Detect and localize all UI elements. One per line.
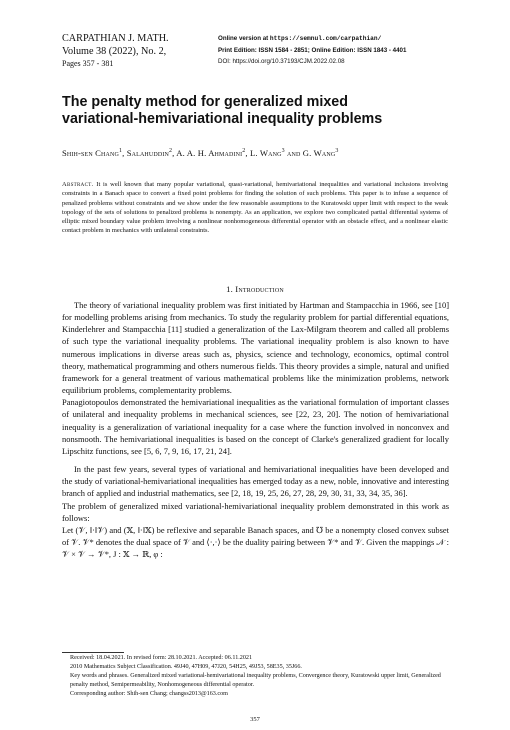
received-dates: Received: 18.04.2021. In revised form: 28.10.2021. Accepted: 06.11.2021: [70, 655, 253, 661]
msc-classification: 2010 Mathematics Subject Classification. 49J40, 47H09, 47J20, 54H25, 49J53, 58E35, 35J66.: [70, 664, 302, 670]
journal-name: CARPATHIAN J. MATH.: [62, 33, 169, 44]
footnote-rule: [62, 652, 124, 653]
author-affiliation: 2: [169, 148, 173, 155]
paragraph: The theory of variational inequality problem was first initiated by Hartman and Stampacchia in 1966, see [10] for modelling problems arising from mechanics. To study the regularity problem for partial differential equations, Kinderlehrer and Stampacchia [11] studied a generalization of the Lax-Milgram theorem and called all problems of such type the variational inequality problems. The variational inequality problem is also known to have numerous implications in diverse areas such as, physics, science and technology, economics, optimal control theory, mathematical programming and others numerous fields. This theory provides a simple, natural and unified framework for a general treatment of various mathematical problems like the minimization problems, network equilibrium problems, complementarity problems.: [62, 300, 449, 396]
journal-volume: Volume 38 (2022), No. 2,: [62, 46, 167, 57]
author-list: Shih-sen Chang$^1$, Salahuddin$^2$, A. A. H. Ahmadini$^2$, L. Wang$^3$ and G. Wang$^3$: [62, 148, 339, 158]
online-version-label: Online version at: [218, 35, 270, 42]
author-name: Shih-sen Chang: [62, 148, 119, 158]
issn-line: Print Edition: ISSN 1584 - 2851; Online Edition: ISSN 1843 - 4401: [218, 46, 407, 54]
author-name: Salahuddin: [126, 148, 169, 158]
author-affiliation: 1: [118, 148, 123, 155]
paragraph: Panagiotopoulos demonstrated the hemivariational inequalities as the variational formulation of important classes of unilateral and inequality problems in mechanical sciences, see [22, 23, 20]. The notion of hemivariational inequality is a generalization of variational inequality for a case where the function involved in nonconvex and nonsmooth. The hemivariational inequalities is based on the concept of Clarke's generalized gradient for locally Lipschitz functions, see [5, 6, 7, 9, 16, 17, 21, 24].: [62, 397, 449, 456]
corresponding-author: Corresponding author: Shih-sen Chang; changss2013@163.com: [70, 691, 228, 697]
keywords: Key words and phrases. Generalized mixed variational-hemivariational inequality problems, Convergence theory, Kuratowski upper limit, Generalized penalty method, Semipermeability, Nonhomogeneous differential operator.: [70, 673, 441, 688]
author-affiliation: 3: [335, 148, 339, 155]
abstract: [62, 180, 448, 236]
paragraph: In the past few years, several types of variational and hemivariational inequalities have been developed and the study of variational-hemivariational inequalities has emerged today as a new, noble, innovative and interesting branch of applied and industrial mathematics, see [2, 18, 19, 25, 26, 27, 28, 29, 30, 31, 33, 34, 35, 36].: [62, 464, 449, 499]
journal-header: [62, 32, 169, 69]
author-name: G. Wang: [302, 148, 336, 158]
paper-title: The penalty method for generalized mixed variational-hemivariational inequality problems: [62, 94, 383, 127]
page-number: 357: [250, 716, 260, 723]
section-heading: 1. Introduction: [226, 284, 284, 294]
paragraph: The problem of generalized mixed variational-hemivariational inequality problem demonstrated in this work as follows:: [62, 500, 449, 523]
publisher-info: [218, 33, 406, 68]
journal-pages: Pages 357 - 381: [62, 59, 114, 68]
doi-link[interactable]: DOI: https://doi.org/10.37193/CJM.2022.02.08: [218, 58, 345, 66]
abstract-text: It is well known that many popular variational, quasi-variational, hemivariational inequalities and variational inclusions involving constraints in a Banach space to convert a fixed point problems for finding the solution of such problems. This paper is to infuse a sequence of penalized problems without constraints and we show under the few reasonable assumptions to the Kuratowski upper limit with respect to the weak topology of the sets of solutions to penalized problems is nonempty. As an application, we explore two complicated partial differential systems of elliptic mixed boundary value problem involving a nonlinear nonhomogeneous differential operator with an obstacle effect, and a nonlinear elastic contact problem in mechanics with unilateral constraints.: [62, 181, 448, 235]
body-text: [62, 299, 449, 560]
author-affiliation: 2: [242, 148, 246, 155]
author-name: A. A. H. Ahmadini: [176, 148, 243, 158]
author-name: L. Wang: [250, 148, 282, 158]
online-version-link[interactable]: https://semnul.com/carpathian/: [269, 35, 382, 42]
author-affiliation: 3: [281, 148, 285, 155]
footnotes: [70, 654, 450, 699]
paragraph: Let (𝒱, ‖·‖𝒱) and (𝕏, ‖·‖𝕏) be reflexive and separable Banach spaces, and ℧ be a nonempty closed convex subset of 𝒱. 𝒱* denotes the dual space of 𝒱 and ⟨·,·⟩ be the duality pairing between 𝒱* and 𝒱. Given the mappings 𝒩 : 𝒱 × 𝒱 → 𝒱*, J : 𝕏 → ℝ, φ :: [62, 524, 449, 560]
abstract-label: Abstract.: [62, 181, 94, 188]
